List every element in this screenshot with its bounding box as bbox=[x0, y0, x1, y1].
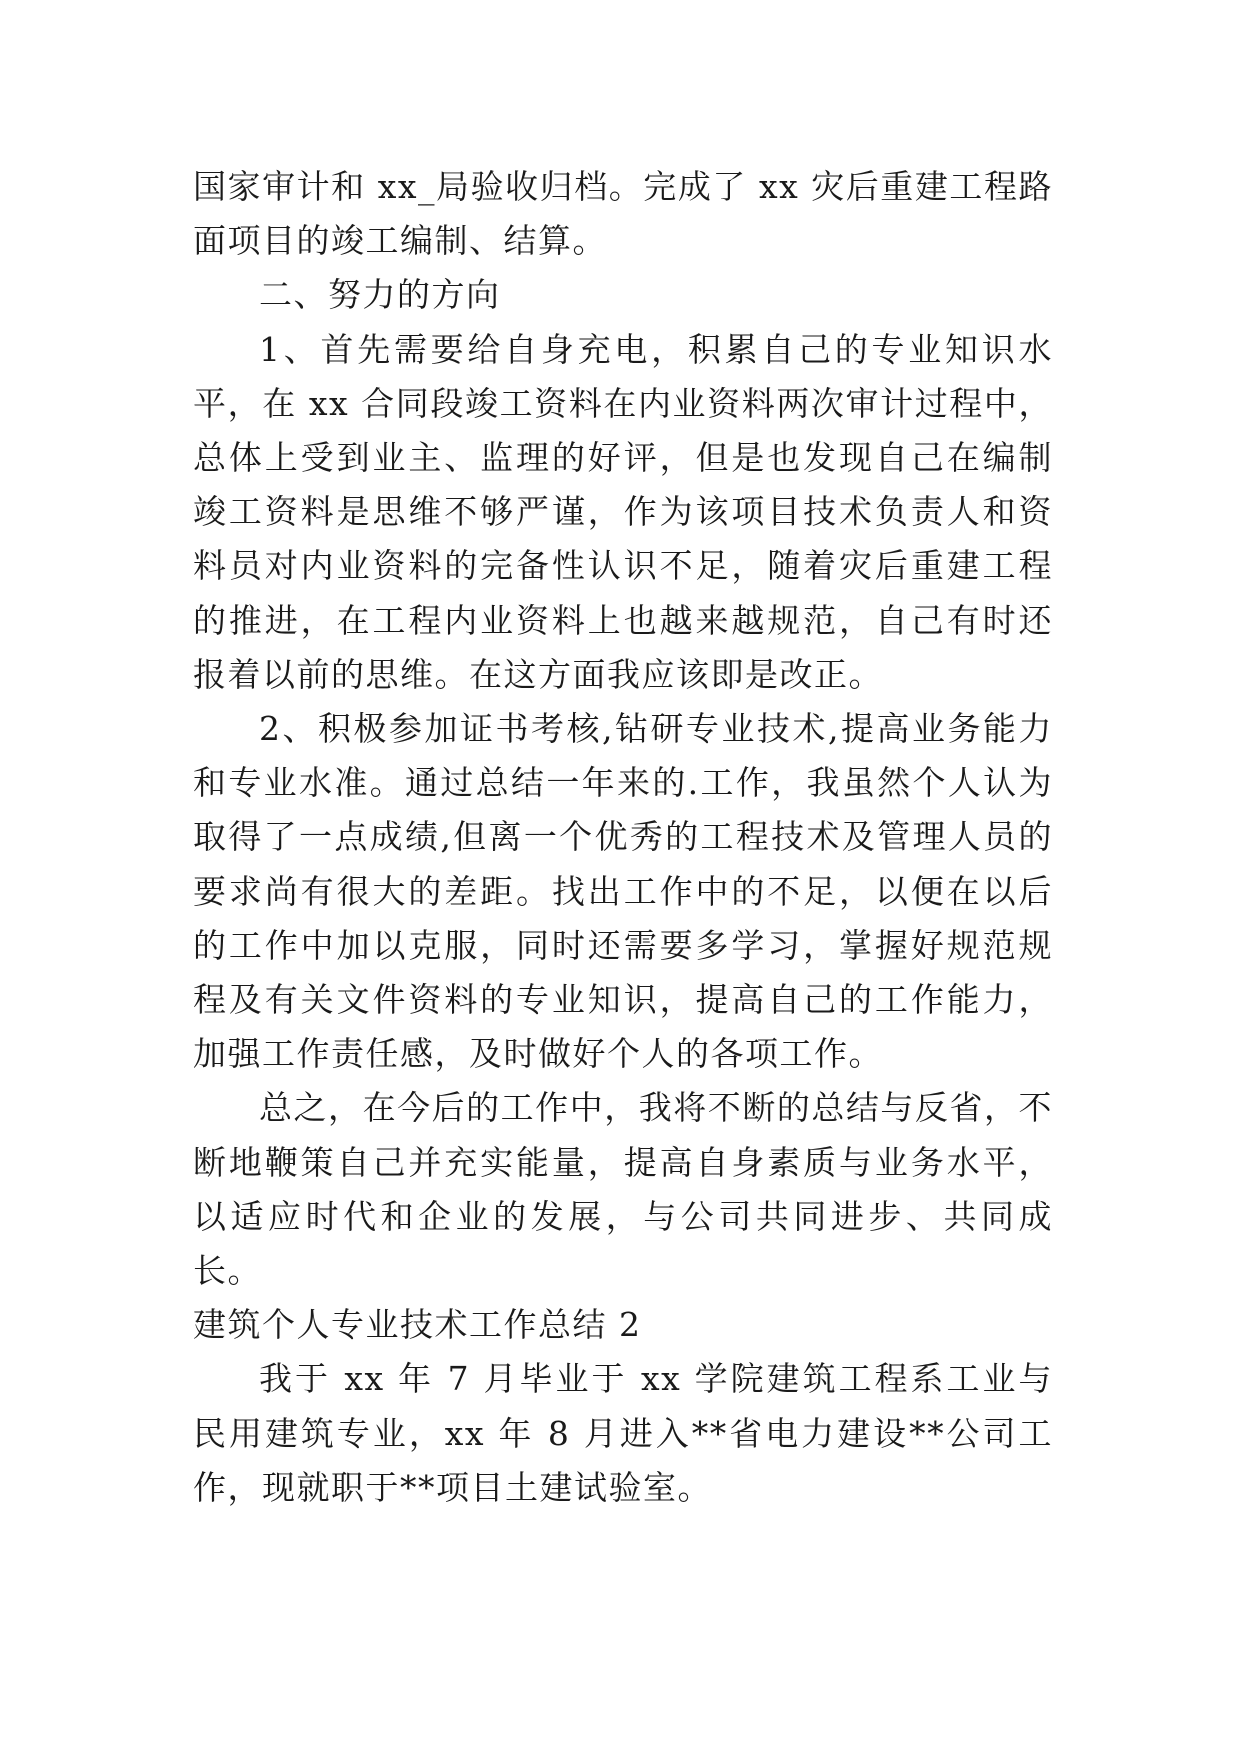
continuation-paragraph: 国家审计和 xx_局验收归档。完成了 xx 灾后重建工程路面项目的竣工编制、结算。 bbox=[193, 167, 1053, 261]
body-paragraph-intro-2: 我于 xx 年 7 月毕业于 xx 学院建筑工程系工业与民用建筑专业，xx 年 8 月进入**省电力建设**公司工作，现就职于**项目土建试验室。 bbox=[193, 1359, 1053, 1507]
body-paragraph-point-2: 2、积极参加证书考核,钻研专业技术,提高业务能力和专业水准。通过总结一年来的.工作，我虽然个人认为取得了一点成绩,但离一个优秀的工程技术及管理人员的要求尚有很大的差距。找出工作中的不足，以便在以后的工作中加以克服，同时还需要多学习，掌握好规范规程及有关文件资料的专业知识，提高自己的工作能力，加强工作责任感，及时做好个人的各项工作。 bbox=[193, 709, 1053, 1074]
document-body bbox=[193, 160, 1053, 1515]
body-paragraph-point-1: 1、首先需要给自身充电，积累自己的专业知识水平，在 xx 合同段竣工资料在内业资料两次审计过程中，总体上受到业主、监理的好评，但是也发现自己在编制竣工资料是思维不够严谨，作为该项目技术负责人和资料员对内业资料的完备性认识不足，随着灾后重建工程的推进，在工程内业资料上也越来越规范，自己有时还报着以前的思维。在这方面我应该即是改正。 bbox=[193, 329, 1053, 694]
article-title-2: 建筑个人专业技术工作总结 2 bbox=[193, 1305, 642, 1345]
section-heading: 二、努力的方向 bbox=[259, 275, 501, 315]
body-paragraph-conclusion: 总之，在今后的工作中，我将不断的总结与反省，不断地鞭策自己并充实能量，提高自身素质与业务水平，以适应时代和企业的发展，与公司共同进步、共同成长。 bbox=[193, 1088, 1053, 1291]
